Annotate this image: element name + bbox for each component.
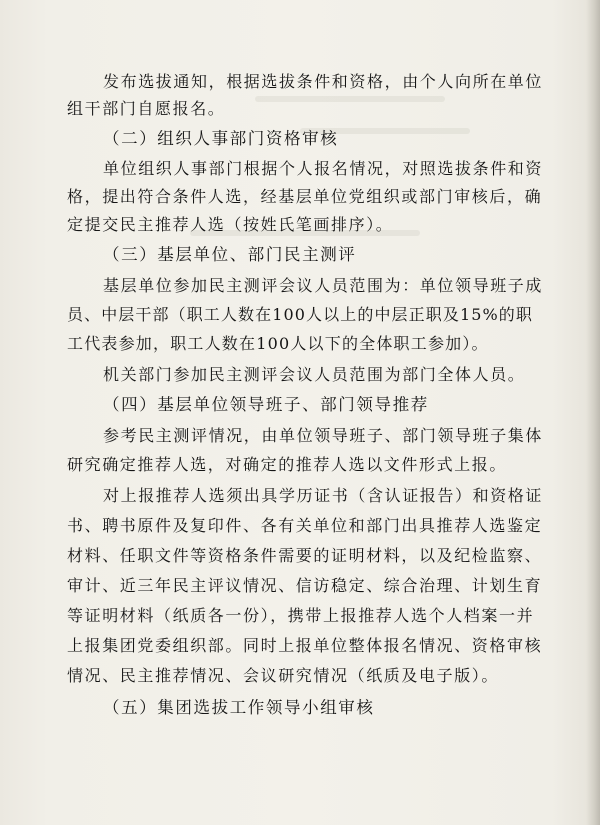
paragraph-line-4: 格，提出符合条件人选，经基层单位党组织或部门审核后，确 [67, 187, 543, 206]
paragraph-line-13: 书、聘书原件及复印件、各有关单位和部门出具推荐人选鉴定 [67, 516, 543, 535]
paragraph-line-6: 基层单位参加民主测评会议人员范围为：单位领导班子成 [103, 276, 544, 295]
paragraph-line-9: 机关部门参加民主测评会议人员范围为部门全体人员。 [103, 365, 526, 384]
paragraph-line-10: 参考民主测评情况，由单位领导班子、部门领导班子集体 [103, 426, 544, 445]
paragraph-line-16: 等证明材料（纸质各一份），携带上报推荐人选个人档案一并 [67, 606, 535, 625]
section-heading-5: （五）集团选拔工作领导小组审核 [103, 698, 375, 717]
paragraph-line-17: 上报集团党委组织部。同时上报单位整体报名情况、资格审核 [67, 636, 543, 655]
paragraph-line-11: 研究确定推荐人选，对确定的推荐人选以文件形式上报。 [67, 455, 508, 474]
paragraph-line-18: 情况、民主推荐情况、会议研究情况（纸质及电子版）。 [67, 666, 500, 685]
paragraph-line-2: 组干部门自愿报名。 [67, 99, 226, 118]
paragraph-line-14: 材料、任职文件等资格条件需要的证明材料，以及纪检监察、 [67, 546, 543, 565]
paragraph-line-5: 定提交民主推荐人选（按姓氏笔画排序）。 [67, 215, 394, 234]
page-edge-shadow [586, 0, 600, 825]
paragraph-line-12: 对上报推荐人选须出具学历证书（含认证报告）和资格证 [103, 486, 544, 505]
paragraph-line-7: 员、中层干部（职工人数在100人以上的中层正职及15%的职 [67, 305, 534, 324]
section-heading-4: （四）基层单位领导班子、部门领导推荐 [103, 395, 429, 414]
paragraph-line-1: 发布选拔通知，根据选拔条件和资格，由个人向所在单位 [103, 72, 544, 91]
section-heading-2: （二）组织人事部门资格审核 [103, 129, 339, 148]
bleed-through-mark [255, 96, 445, 102]
paragraph-line-15: 审计、近三年民主评议情况、信访稳定、综合治理、计划生育 [67, 576, 543, 595]
paragraph-line-8: 工代表参加，职工人数在100人以下的全体职工参加）。 [67, 334, 489, 353]
paragraph-line-3: 单位组织人事部门根据个人报名情况，对照选拔条件和资 [103, 159, 544, 178]
section-heading-3: （三）基层单位、部门民主测评 [103, 245, 357, 264]
